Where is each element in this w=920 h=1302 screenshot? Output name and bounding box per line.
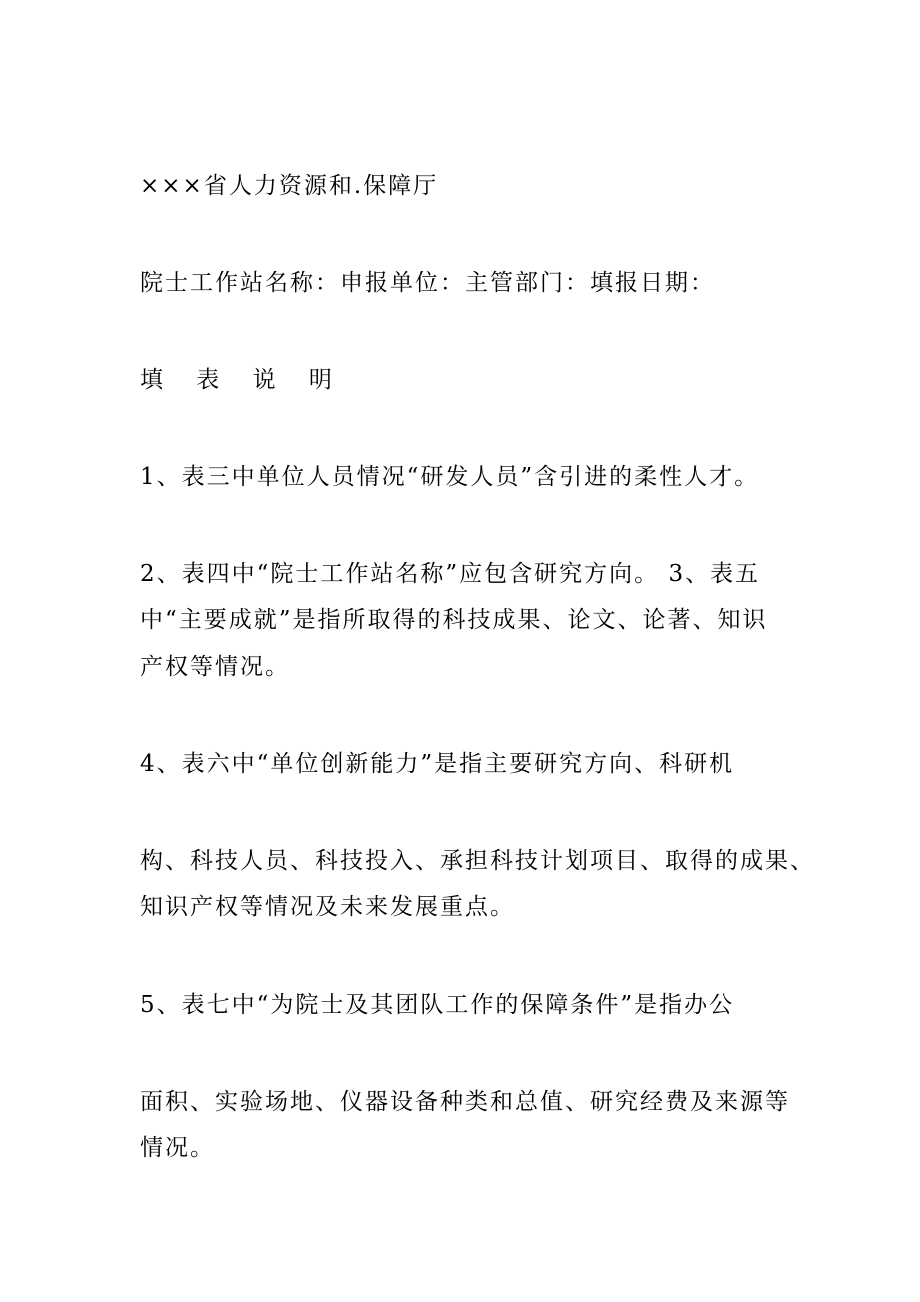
instruction-item-4: 4、表六中“单位创新能力”是指主要研究方向、科研机 xyxy=(140,751,735,777)
instruction-item-2-line-3: 产权等情况。 xyxy=(140,654,290,680)
instruction-item-2-line-1: 2、表四中“院士工作站名称”应包含研究方向。 3、表五 xyxy=(140,561,761,587)
document-header: ×××省人力资源和.保障厅 xyxy=(140,173,439,199)
form-fields-line: 院士工作站名称：申报单位：主管部门：填报日期： xyxy=(140,270,715,296)
instructions-title: 填 表 说 明 xyxy=(140,367,345,393)
instruction-item-2-line-2: 中“主要成就”是指所取得的科技成果、论文、论著、知识 xyxy=(140,607,768,633)
instruction-item-5-cont-line-2: 情况。 xyxy=(140,1135,215,1161)
instruction-item-4-cont-line-1: 构、科技人员、科技投入、承担科技计划项目、取得的成果、 xyxy=(140,848,815,874)
instruction-item-5: 5、表七中“为院士及其团队工作的保障条件”是指办公 xyxy=(140,992,735,1018)
instruction-item-1: 1、表三中单位人员情况“研发人员”含引进的柔性人才。 xyxy=(140,464,760,490)
instruction-item-4-cont-line-2: 知识产权等情况及未来发展重点。 xyxy=(140,894,515,920)
instruction-item-5-cont-line-1: 面积、实验场地、仪器设备种类和总值、研究经费及来源等 xyxy=(140,1089,790,1115)
